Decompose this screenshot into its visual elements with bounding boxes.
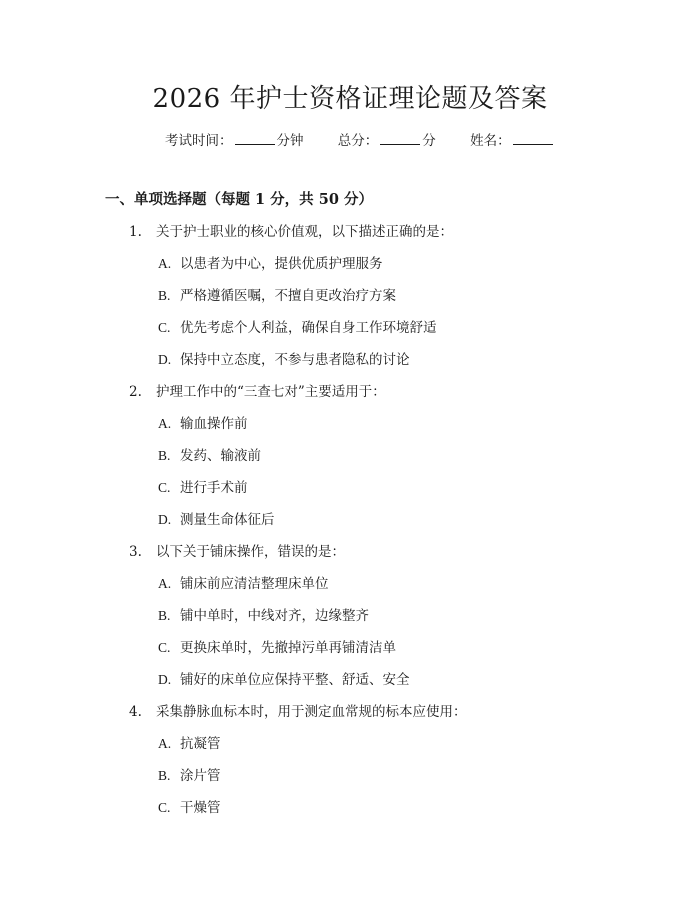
option-text: 严格遵循医嘱，不擅自更改治疗方案 [180,288,396,304]
option-letter: B. [158,768,171,783]
total-score-label: 总分： [337,133,379,149]
question-3-option-c [158,638,396,658]
total-score-unit: 分 [422,133,436,149]
question-2-option-c [158,478,248,498]
question-text: 关于护士职业的核心价值观，以下描述正确的是： [156,224,453,240]
option-letter: C. [158,480,171,495]
exam-time-unit: 分钟 [276,133,304,149]
question-4-option-c [158,798,221,818]
option-text: 抗凝管 [180,736,221,752]
option-text: 发药、输液前 [180,448,261,464]
exam-time-blank [235,130,275,145]
option-text: 输血操作前 [180,416,248,432]
option-text: 铺床前应清洁整理床单位 [180,576,329,592]
option-letter: D. [158,352,172,367]
option-text: 铺中单时，中线对齐，边缘整齐 [180,608,369,624]
question-3-option-d [158,670,410,690]
exam-time-label: 考试时间： [165,133,233,149]
option-text: 测量生命体征后 [180,512,275,528]
name-label: 姓名： [470,133,511,149]
option-letter: B. [158,608,171,623]
question-3-option-b [158,606,369,626]
question-4-option-a [158,734,221,754]
option-letter: C. [158,640,171,655]
question-2-option-b [158,446,261,466]
total-score-blank [380,130,420,145]
option-letter: D. [158,672,172,687]
question-2-option-a [158,414,248,434]
question-text: 以下关于铺床操作，错误的是： [156,544,345,560]
option-text: 更换床单时，先撤掉污单再铺清洁单 [180,640,396,656]
option-letter: D. [158,512,172,527]
total-score-field [338,130,436,151]
option-text: 优先考虑个人利益，确保自身工作环境舒适 [180,320,437,336]
exam-info-line [165,130,585,151]
question-1 [129,222,453,242]
question-2-option-d [158,510,275,530]
question-number: 4. [129,704,142,720]
name-field [470,130,555,151]
name-blank [513,130,553,145]
question-text: 采集静脉血标本时，用于测定血常规的标本应使用： [156,704,467,720]
option-text: 进行手术前 [180,480,248,496]
question-number: 3. [129,544,142,560]
option-letter: C. [158,320,171,335]
question-4 [129,702,467,722]
question-3 [129,542,345,562]
option-letter: A. [158,256,172,271]
question-number: 2. [129,384,142,400]
question-1-option-b [158,286,396,306]
option-text: 以患者为中心，提供优质护理服务 [180,256,383,272]
question-3-option-a [158,574,329,594]
option-text: 干燥管 [180,800,221,816]
option-letter: A. [158,416,172,431]
exam-time-field [165,130,304,151]
question-1-option-c [158,318,437,338]
question-text: 护理工作中的“三查七对”主要适用于： [156,384,386,400]
question-2 [129,382,386,402]
section-heading: 一、单项选择题（每题 1 分，共 50 分） [105,191,373,208]
question-number: 1. [129,224,142,240]
option-text: 铺好的床单位应保持平整、舒适、安全 [180,672,410,688]
option-letter: B. [158,448,171,463]
option-letter: B. [158,288,171,303]
option-text: 保持中立态度，不参与患者隐私的讨论 [180,352,410,368]
question-4-option-b [158,766,221,786]
option-text: 涂片管 [180,768,221,784]
question-1-option-d [158,350,410,370]
question-1-option-a [158,254,383,274]
option-letter: C. [158,800,171,815]
document-title: 2026 年护士资格证理论题及答案 [152,84,548,114]
option-letter: A. [158,576,172,591]
option-letter: A. [158,736,172,751]
